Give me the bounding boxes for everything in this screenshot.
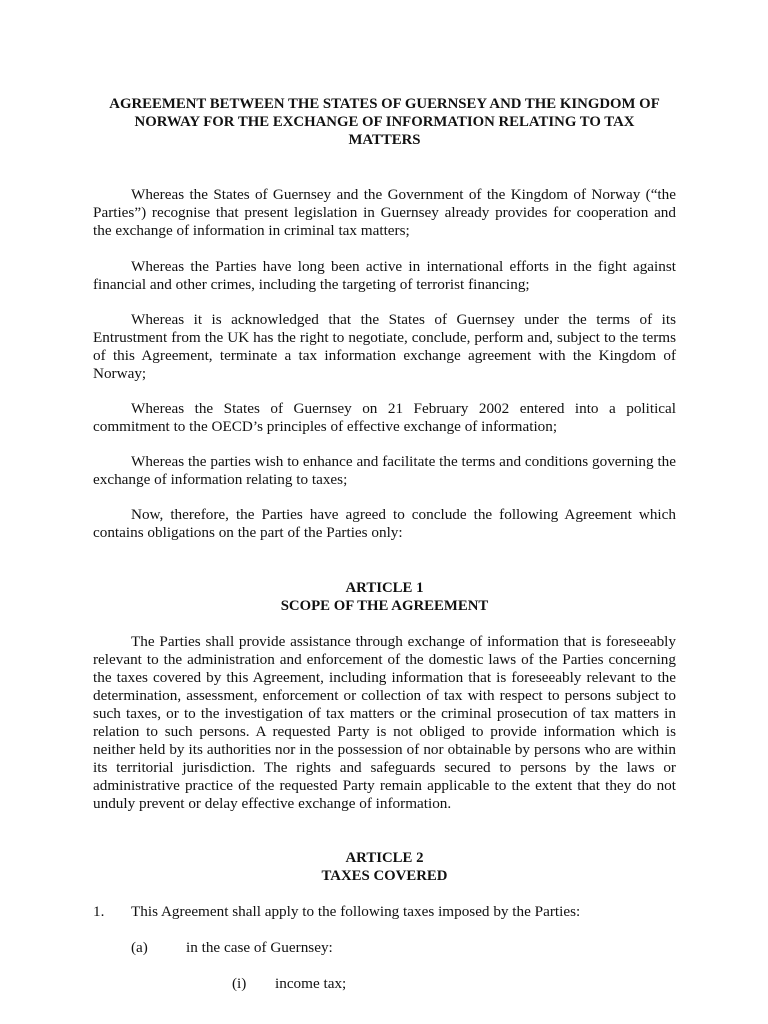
article-2-subitem-a-label: (a) [131,939,148,956]
article-2-number: ARTICLE 2 [345,850,424,866]
article-2-item-1-text: This Agreement shall apply to the following taxes imposed by the Parties: [131,903,581,920]
preamble-paragraph-1: Whereas the States of Guernsey and the Government of the Kingdom of Norway (“the Parties”) recognise that present legislation in Guernsey already provides for cooperation and the exchange of information in criminal tax matters; [93,186,676,239]
article-2-item-1-number: 1. [93,903,105,920]
article-2-subitem-i [93,975,676,993]
preamble-paragraph-4: Whereas the States of Guernsey on 21 February 2002 entered into a political commitment to the OECD’s principles of effective exchange of information; [93,400,676,435]
document-title [93,95,676,149]
preamble-paragraph-6: Now, therefore, the Parties have agreed to conclude the following Agreement which contains obligations on the part of the Parties only: [93,506,676,541]
article-2-subitem-i-text: income tax; [275,975,347,992]
title-line-2: NORWAY FOR THE EXCHANGE OF INFORMATION RELATING TO TAX [134,114,635,130]
document-page [93,95,676,993]
title-line-1: AGREEMENT BETWEEN THE STATES OF GUERNSEY AND THE KINGDOM OF [109,96,660,112]
preamble-paragraph-5: Whereas the parties wish to enhance and facilitate the terms and conditions governing the exchange of information relating to taxes; [93,453,676,488]
article-1 [93,579,676,813]
title-line-3: MATTERS [348,132,421,148]
preamble [93,186,676,542]
article-2-heading: TAXES COVERED [321,868,448,884]
article-2-subitem-a [93,939,676,957]
article-1-number: ARTICLE 1 [345,580,424,596]
preamble-paragraph-2: Whereas the Parties have long been active in international efforts in the fight against financial and other crimes, including the targeting of terrorist financing; [93,258,676,293]
article-1-heading: SCOPE OF THE AGREEMENT [280,598,489,614]
preamble-paragraph-3: Whereas it is acknowledged that the States of Guernsey under the terms of its Entrustment from the UK has the right to negotiate, conclude, perform and, subject to the terms of this Agreement, terminate a tax information exchange agreement with the Kingdom of Norway; [93,311,676,382]
article-2 [93,849,676,993]
article-1-body: The Parties shall provide assistance through exchange of information that is foreseeably relevant to the administration and enforcement of the domestic laws of the Parties concerning the taxes covered by this Agreement, including information that is foreseeably relevant to the determination, assessment, enforcement or collection of tax with respect to persons subject to such taxes, or to the investigation of tax matters or the criminal prosecution of tax matters in relation to such persons. A requested Party is not obliged to provide information which is neither held by its authorities nor in the possession of nor obtainable by persons who are within its territorial jurisdiction. The rights and safeguards secured to persons by the laws or administrative practice of the requested Party remain applicable to the extent that they do not unduly prevent or delay effective exchange of information. [93,633,676,812]
article-2-item-1 [93,903,676,921]
article-2-subitem-i-label: (i) [232,975,247,992]
article-2-subitem-a-text: in the case of Guernsey: [186,939,333,956]
